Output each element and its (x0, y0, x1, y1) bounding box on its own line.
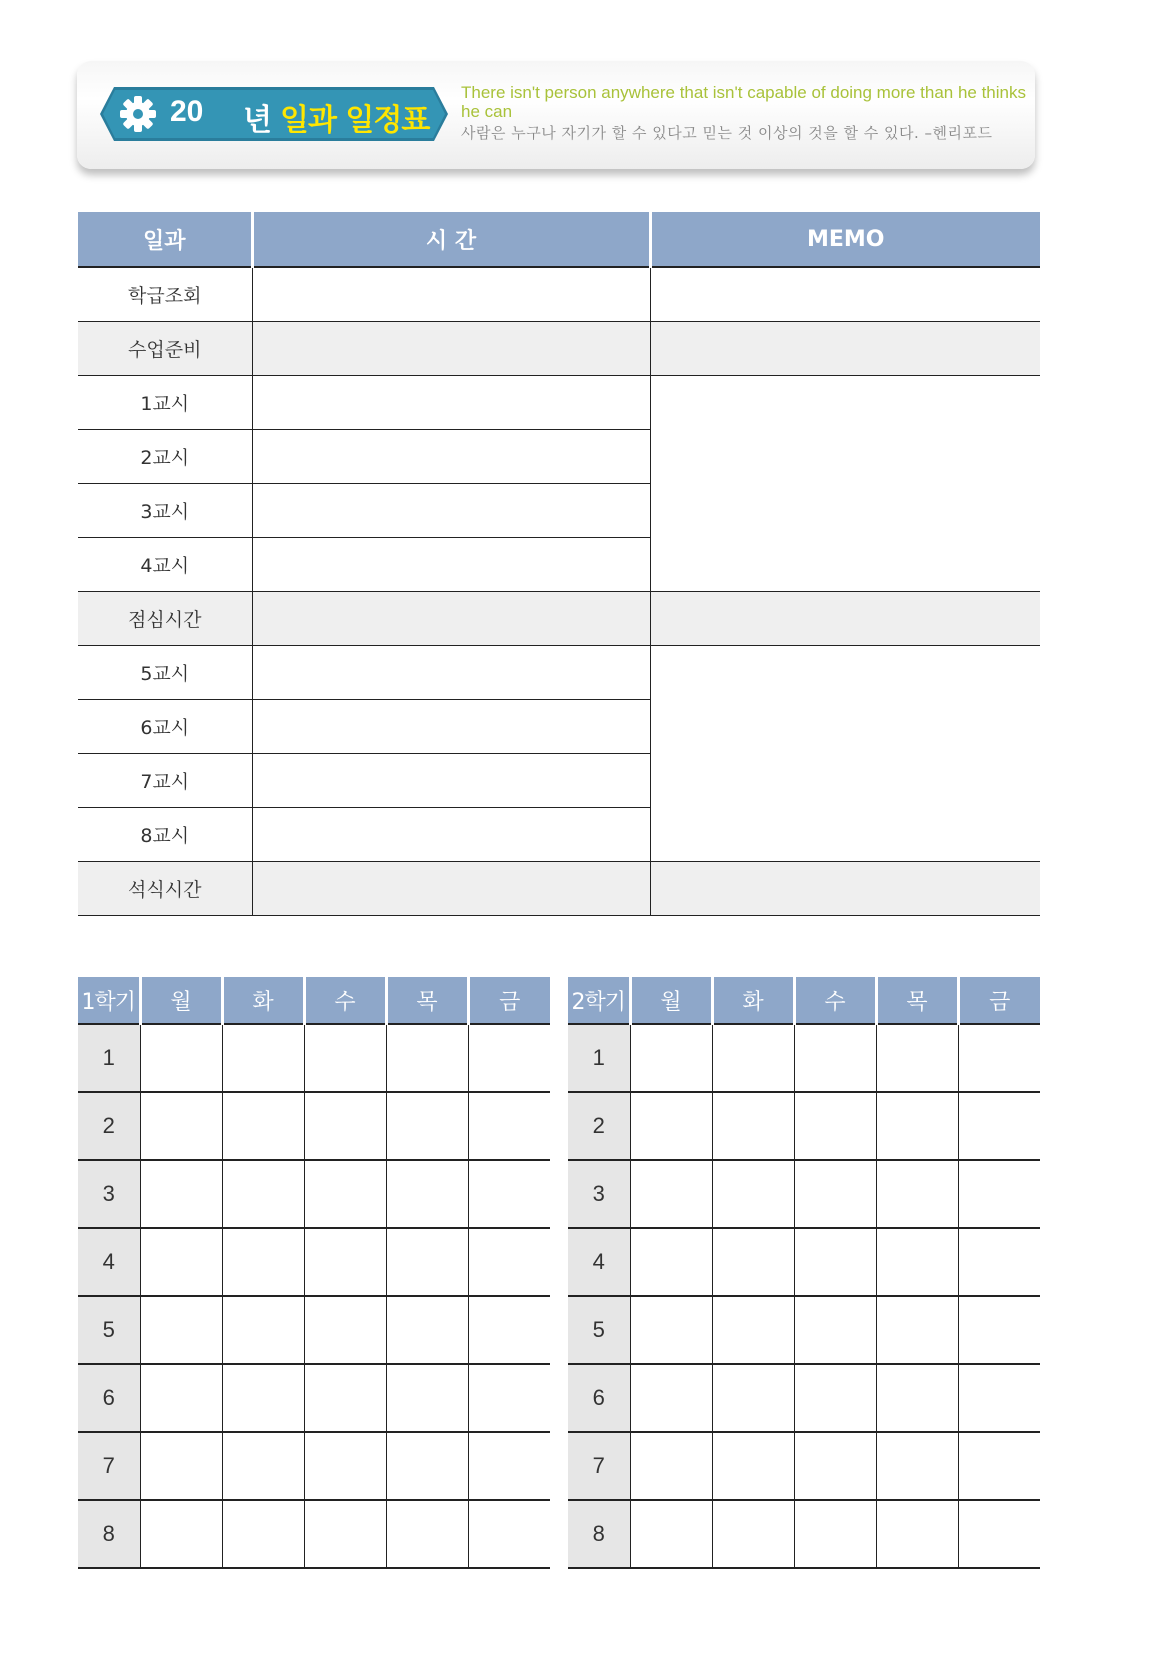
class-cell[interactable] (140, 1296, 222, 1364)
class-cell[interactable] (222, 1500, 304, 1568)
class-cell[interactable] (140, 1228, 222, 1296)
time-cell[interactable] (252, 376, 650, 430)
memo-cell-afternoon[interactable] (650, 646, 1040, 862)
period-number: 2 (568, 1092, 630, 1160)
class-cell[interactable] (958, 1500, 1040, 1568)
semester2-body (568, 1024, 1040, 1568)
semester1-body (78, 1024, 550, 1568)
class-cell[interactable] (958, 1092, 1040, 1160)
period-number: 6 (568, 1364, 630, 1432)
class-cell[interactable] (386, 1024, 468, 1092)
class-cell[interactable] (712, 1092, 794, 1160)
class-cell[interactable] (958, 1432, 1040, 1500)
class-cell[interactable] (304, 1228, 386, 1296)
class-cell[interactable] (712, 1296, 794, 1364)
table-row (78, 646, 1040, 700)
class-cell[interactable] (468, 1228, 550, 1296)
class-cell[interactable] (712, 1364, 794, 1432)
table-row (78, 1432, 550, 1500)
day-thu: 목 (876, 977, 958, 1024)
class-cell[interactable] (958, 1228, 1040, 1296)
class-cell[interactable] (630, 1024, 712, 1092)
class-cell[interactable] (304, 1092, 386, 1160)
table-row (568, 1500, 1040, 1568)
row-label: 7교시 (78, 754, 252, 808)
table-row (78, 376, 1040, 430)
class-cell[interactable] (222, 1364, 304, 1432)
semester2-header-row (568, 977, 1040, 1024)
table-row (568, 1092, 1040, 1160)
class-cell[interactable] (794, 1364, 876, 1432)
time-cell[interactable] (252, 808, 650, 862)
class-cell[interactable] (876, 1364, 958, 1432)
class-cell[interactable] (222, 1092, 304, 1160)
period-number: 4 (568, 1228, 630, 1296)
table-row (78, 1024, 550, 1092)
class-cell[interactable] (794, 1228, 876, 1296)
period-number: 5 (568, 1296, 630, 1364)
row-label: 4교시 (78, 538, 252, 592)
table-row (78, 322, 1040, 376)
time-cell[interactable] (252, 862, 650, 916)
class-cell[interactable] (468, 1364, 550, 1432)
header-activity: 일과 (78, 212, 252, 267)
gear-icon (118, 94, 158, 134)
class-cell[interactable] (876, 1500, 958, 1568)
semester1-label: 1학기 (78, 977, 140, 1024)
row-label: 1교시 (78, 376, 252, 430)
class-cell[interactable] (140, 1432, 222, 1500)
class-cell[interactable] (304, 1432, 386, 1500)
year-suffix: 년 (243, 103, 272, 138)
class-cell[interactable] (468, 1500, 550, 1568)
class-cell[interactable] (386, 1500, 468, 1568)
row-label: 5교시 (78, 646, 252, 700)
class-cell[interactable] (140, 1160, 222, 1228)
class-cell[interactable] (386, 1364, 468, 1432)
class-cell[interactable] (876, 1432, 958, 1500)
class-cell[interactable] (222, 1024, 304, 1092)
class-cell[interactable] (958, 1296, 1040, 1364)
class-cell[interactable] (876, 1296, 958, 1364)
day-mon: 월 (140, 977, 222, 1024)
period-number: 6 (78, 1364, 140, 1432)
day-fri: 금 (958, 977, 1040, 1024)
period-number: 3 (78, 1160, 140, 1228)
daily-schedule-table (78, 212, 1040, 916)
class-cell[interactable] (712, 1500, 794, 1568)
class-cell[interactable] (386, 1432, 468, 1500)
semester1-timetable (78, 977, 550, 1569)
time-cell[interactable] (252, 646, 650, 700)
class-cell[interactable] (386, 1296, 468, 1364)
table-row (568, 1432, 1040, 1500)
class-cell[interactable] (958, 1364, 1040, 1432)
row-label: 3교시 (78, 484, 252, 538)
table-row (78, 1092, 550, 1160)
time-cell[interactable] (252, 267, 650, 322)
class-cell[interactable] (712, 1432, 794, 1500)
table-row (568, 1024, 1040, 1092)
table-row (568, 1296, 1040, 1364)
class-cell[interactable] (386, 1228, 468, 1296)
header-time: 시 간 (252, 212, 650, 267)
quote-korean: 사람은 누구나 자기가 할 수 있다고 믿는 것 이상의 것을 할 수 있다. –헨리포드 (461, 124, 993, 142)
class-cell[interactable] (630, 1160, 712, 1228)
class-cell[interactable] (140, 1024, 222, 1092)
class-cell[interactable] (794, 1432, 876, 1500)
table-row (78, 1160, 550, 1228)
day-wed: 수 (304, 977, 386, 1024)
memo-cell[interactable] (650, 592, 1040, 646)
class-cell[interactable] (140, 1092, 222, 1160)
class-cell[interactable] (630, 1296, 712, 1364)
class-cell[interactable] (140, 1500, 222, 1568)
class-cell[interactable] (630, 1364, 712, 1432)
table-row (568, 1364, 1040, 1432)
class-cell[interactable] (712, 1160, 794, 1228)
class-cell[interactable] (386, 1160, 468, 1228)
memo-cell[interactable] (650, 322, 1040, 376)
class-cell[interactable] (222, 1432, 304, 1500)
day-thu: 목 (386, 977, 468, 1024)
header-memo: MEMO (650, 212, 1040, 267)
class-cell[interactable] (304, 1364, 386, 1432)
daily-header-row (78, 212, 1040, 267)
time-cell[interactable] (252, 322, 650, 376)
period-number: 8 (568, 1500, 630, 1568)
class-cell[interactable] (468, 1024, 550, 1092)
row-label: 학급조회 (78, 267, 252, 322)
table-row (78, 862, 1040, 916)
class-cell[interactable] (468, 1092, 550, 1160)
table-row (568, 1160, 1040, 1228)
semester1-header-row (78, 977, 550, 1024)
class-cell[interactable] (304, 1024, 386, 1092)
class-cell[interactable] (958, 1160, 1040, 1228)
class-cell[interactable] (794, 1160, 876, 1228)
class-cell[interactable] (958, 1024, 1040, 1092)
day-fri: 금 (468, 977, 550, 1024)
period-number: 7 (568, 1432, 630, 1500)
class-cell[interactable] (876, 1024, 958, 1092)
class-cell[interactable] (386, 1092, 468, 1160)
class-cell[interactable] (468, 1432, 550, 1500)
class-cell[interactable] (794, 1500, 876, 1568)
period-number: 3 (568, 1160, 630, 1228)
class-cell[interactable] (630, 1500, 712, 1568)
row-label: 2교시 (78, 430, 252, 484)
time-cell[interactable] (252, 484, 650, 538)
time-cell[interactable] (252, 700, 650, 754)
period-number: 1 (78, 1024, 140, 1092)
semester2-label: 2학기 (568, 977, 630, 1024)
class-cell[interactable] (794, 1092, 876, 1160)
day-mon: 월 (630, 977, 712, 1024)
period-number: 5 (78, 1296, 140, 1364)
class-cell[interactable] (304, 1500, 386, 1568)
row-label: 점심시간 (78, 592, 252, 646)
class-cell[interactable] (712, 1228, 794, 1296)
class-cell[interactable] (712, 1024, 794, 1092)
memo-cell[interactable] (650, 267, 1040, 322)
class-cell[interactable] (304, 1160, 386, 1228)
table-row (78, 1228, 550, 1296)
day-tue: 화 (712, 977, 794, 1024)
table-row (568, 1228, 1040, 1296)
page-title: 일과 일정표 (280, 103, 430, 138)
row-label: 수업준비 (78, 322, 252, 376)
class-cell[interactable] (304, 1296, 386, 1364)
memo-cell[interactable] (650, 862, 1040, 916)
class-cell[interactable] (468, 1296, 550, 1364)
table-row (78, 267, 1040, 322)
class-cell[interactable] (630, 1228, 712, 1296)
class-cell[interactable] (630, 1092, 712, 1160)
table-row (78, 1500, 550, 1568)
period-number: 2 (78, 1092, 140, 1160)
row-label: 8교시 (78, 808, 252, 862)
class-cell[interactable] (794, 1296, 876, 1364)
table-row (78, 1364, 550, 1432)
table-row (78, 592, 1040, 646)
day-tue: 화 (222, 977, 304, 1024)
period-number: 8 (78, 1500, 140, 1568)
class-cell[interactable] (630, 1432, 712, 1500)
row-label: 석식시간 (78, 862, 252, 916)
class-cell[interactable] (222, 1160, 304, 1228)
time-cell[interactable] (252, 538, 650, 592)
class-cell[interactable] (222, 1296, 304, 1364)
class-cell[interactable] (876, 1092, 958, 1160)
class-cell[interactable] (876, 1228, 958, 1296)
class-cell[interactable] (222, 1228, 304, 1296)
period-number: 7 (78, 1432, 140, 1500)
time-cell[interactable] (252, 430, 650, 484)
class-cell[interactable] (876, 1160, 958, 1228)
class-cell[interactable] (794, 1024, 876, 1092)
period-number: 1 (568, 1024, 630, 1092)
class-cell[interactable] (468, 1160, 550, 1228)
time-cell[interactable] (252, 592, 650, 646)
memo-cell-morning[interactable] (650, 376, 1040, 592)
class-cell[interactable] (140, 1364, 222, 1432)
period-number: 4 (78, 1228, 140, 1296)
row-label: 6교시 (78, 700, 252, 754)
quote-english: There isn't person anywhere that isn't capable of doing more than he thinks he can (461, 83, 1026, 121)
table-row (78, 1296, 550, 1364)
semester2-timetable (568, 977, 1040, 1569)
time-cell[interactable] (252, 754, 650, 808)
year-prefix: 20 (170, 95, 204, 128)
day-wed: 수 (794, 977, 876, 1024)
